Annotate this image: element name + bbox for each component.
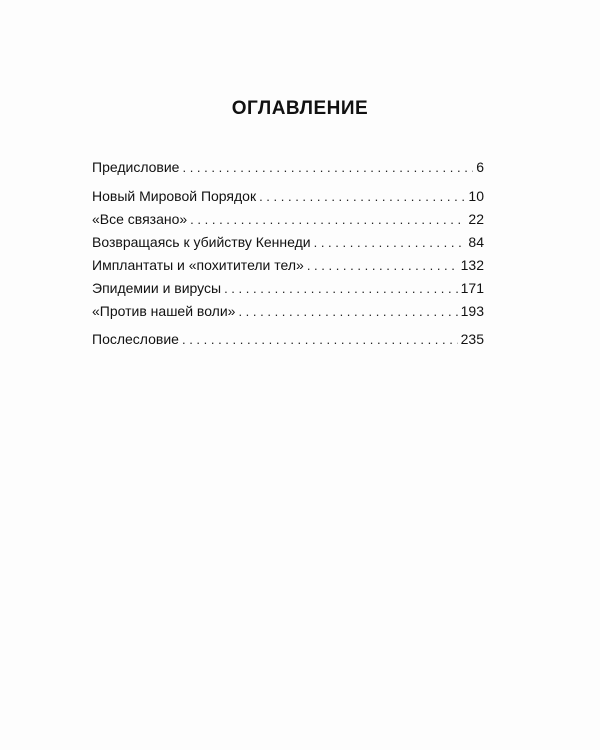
toc-entry-page-number: 6: [476, 159, 484, 175]
dot-leader: [182, 159, 473, 177]
toc-entry-label: «Все связано»: [92, 211, 188, 227]
toc-entry-kennedy: [92, 233, 484, 252]
toc-entry-label: Эпидемии и вирусы: [92, 280, 222, 296]
toc-entry-epidemics: [92, 279, 484, 298]
toc-entry-preface: [92, 158, 484, 177]
toc-entry-page-number: 22: [468, 211, 484, 227]
page-title: ОГЛАВЛЕНИЕ: [231, 98, 369, 119]
dot-leader: [182, 331, 458, 349]
dot-leader: [238, 303, 457, 321]
toc-entry-label: Возвращаясь к убийству Кеннеди: [92, 234, 311, 250]
toc-entry-everything-connected: [92, 210, 484, 229]
toc-entry-afterword: [92, 330, 484, 349]
dot-leader: [190, 211, 465, 229]
toc-entry-label: Послесловие: [92, 331, 179, 347]
dot-leader: [224, 280, 458, 298]
dot-leader: [307, 257, 458, 275]
toc-entry-new-world-order: [92, 187, 484, 206]
toc-entry-page-number: 171: [460, 280, 484, 296]
toc-entry-implants: [92, 256, 484, 275]
toc-entry-label: «Против нашей воли»: [92, 303, 236, 319]
toc-entry-page-number: 10: [468, 188, 484, 204]
toc-entry-label: Имплантаты и «похитители тел»: [92, 257, 304, 273]
dot-leader: [259, 188, 465, 206]
toc-entry-page-number: 84: [468, 234, 484, 250]
toc-entry-against-our-will: [92, 302, 484, 321]
dot-leader: [314, 234, 466, 252]
toc-entry-label: Предисловие: [92, 159, 180, 175]
toc-entry-page-number: 235: [460, 331, 484, 347]
toc-entry-page-number: 132: [460, 257, 484, 273]
toc-entry-page-number: 193: [460, 303, 484, 319]
toc-entry-label: Новый Мировой Порядок: [92, 188, 257, 204]
